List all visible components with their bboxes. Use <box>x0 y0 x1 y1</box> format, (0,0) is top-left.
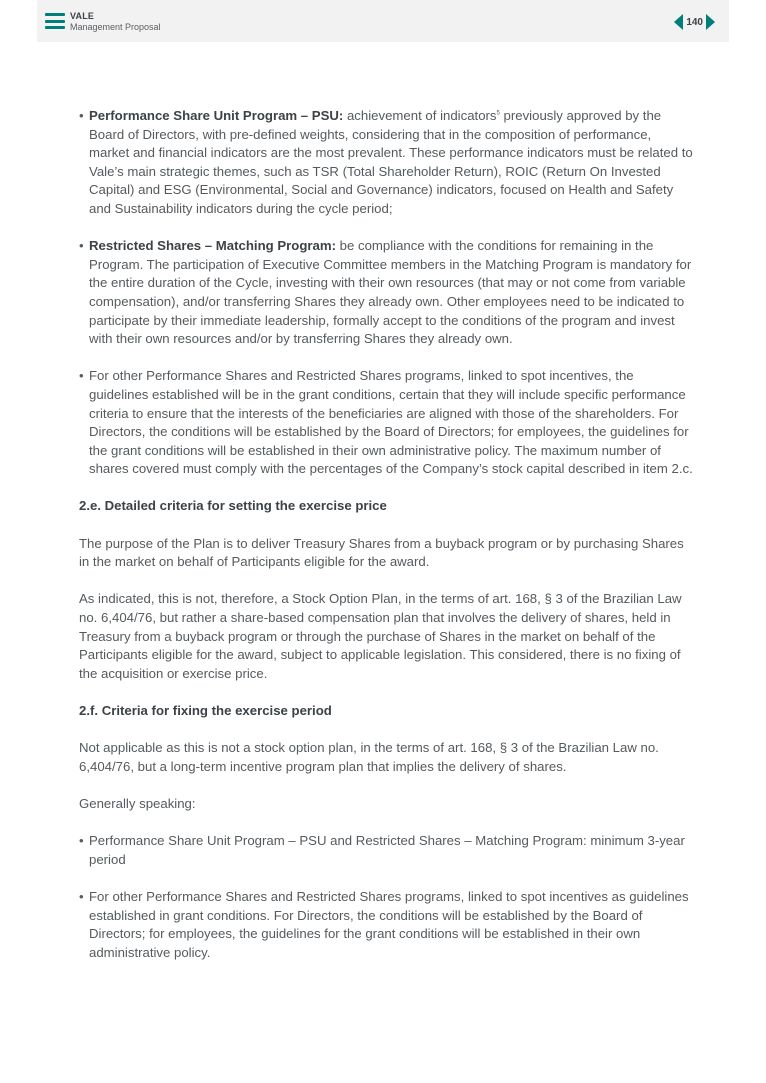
page-number: 140 <box>686 16 703 28</box>
document-body <box>79 107 695 981</box>
page-header <box>37 0 729 42</box>
brand-name: VALE <box>70 11 95 21</box>
paragraph: As indicated, this is not, therefore, a Stock Option Plan, in the terms of art. 168, § 3 of the Brazilian Law no. 6,404/76, but rather a share-based compensation plan that involves the delivery of shares, held in Treasury from a buyback program or through the purchase of Shares in the market on behalf of the Participants eligible for the award, subject to applicable legislation. This considered, there is no fixing of the acquisition or exercise price. <box>79 591 682 681</box>
period-list <box>79 832 695 962</box>
previous-page-icon[interactable] <box>674 14 683 30</box>
page-navigation <box>674 14 715 30</box>
list-item: • For other Performance Shares and Restricted Shares programs, linked to spot incentives as guidelines established in grant conditions. For Directors, the conditions will be established by the Board of Directors; for employees, the guidelines for the grant conditions will be established in their own administrative policy. <box>79 888 695 962</box>
list-item-title: Performance Share Unit Program – PSU: <box>89 108 344 123</box>
next-page-icon[interactable] <box>706 14 715 30</box>
list-item: • Restricted Shares – Matching Program: be compliance with the conditions for remaining in the Program. The participation of Executive Committee members in the Matching Program is mandatory for the entire duration of the Cycle, investing with their own resources (that may or not come from variable compensation), and/or transferring Shares they already own. Other employees need to be indicated to participate by their immediate leadership, formally accept to the conditions of the program and invest with their own resources and/or by transferring Shares they already own. <box>79 237 695 349</box>
list-item-title: Restricted Shares – Matching Program: <box>89 238 336 254</box>
paragraph: Not applicable as this is not a stock option plan, in the terms of art. 168, § 3 of the Brazilian Law no. 6,404/76, but a long-term incentive program plan that implies the delivery of shares. <box>79 740 659 774</box>
list-item: • Performance Share Unit Program – PSU and Restricted Shares – Matching Program: minimum 3-year period <box>79 832 695 869</box>
list-item: • Performance Share Unit Program – PSU: achievement of indicators$^5$ previously approved by the Board of Directors, with pre-defined weights, considering that in the composition of performance, market and financial indicators are the most prevalent. These performance indicators must be related to Vale’s main strategic themes, such as TSR (Total Shareholder Return), ROIC (Return On Invested Capital) and ESG (Environmental, Social and Governance) indicators, focused on Health and Safety and Sustainability indicators during the cycle period; <box>79 107 695 219</box>
brand <box>70 11 161 33</box>
section-heading: 2.f. Criteria for fixing the exercise period <box>79 703 332 718</box>
paragraph: The purpose of the Plan is to deliver Treasury Shares from a buyback program or by purchasing Shares in the market on behalf of Participants eligible for the award. <box>79 535 684 570</box>
section-heading: 2.e. Detailed criteria for setting the exercise price <box>79 498 387 514</box>
document-title: Management Proposal <box>70 22 161 32</box>
paragraph: Generally speaking: <box>79 795 196 811</box>
list-item: • For other Performance Shares and Restricted Shares programs, linked to spot incentives, the guidelines established will be in the grant conditions, certain that they will include specific performance criteria to ensure that the interests of the beneficiaries are aligned with those of the shareholders. For Directors, the conditions will be established by the Board of Directors; for employees, the guidelines for the grant conditions will be established in their own administrative policy. The maximum number of shares covered must comply with the percentages of the Company’s stock capital described in item 2.c. <box>79 367 695 479</box>
footnote-ref[interactable]: 5 <box>496 110 500 117</box>
criteria-list <box>79 107 695 479</box>
menu-icon[interactable] <box>45 13 65 29</box>
